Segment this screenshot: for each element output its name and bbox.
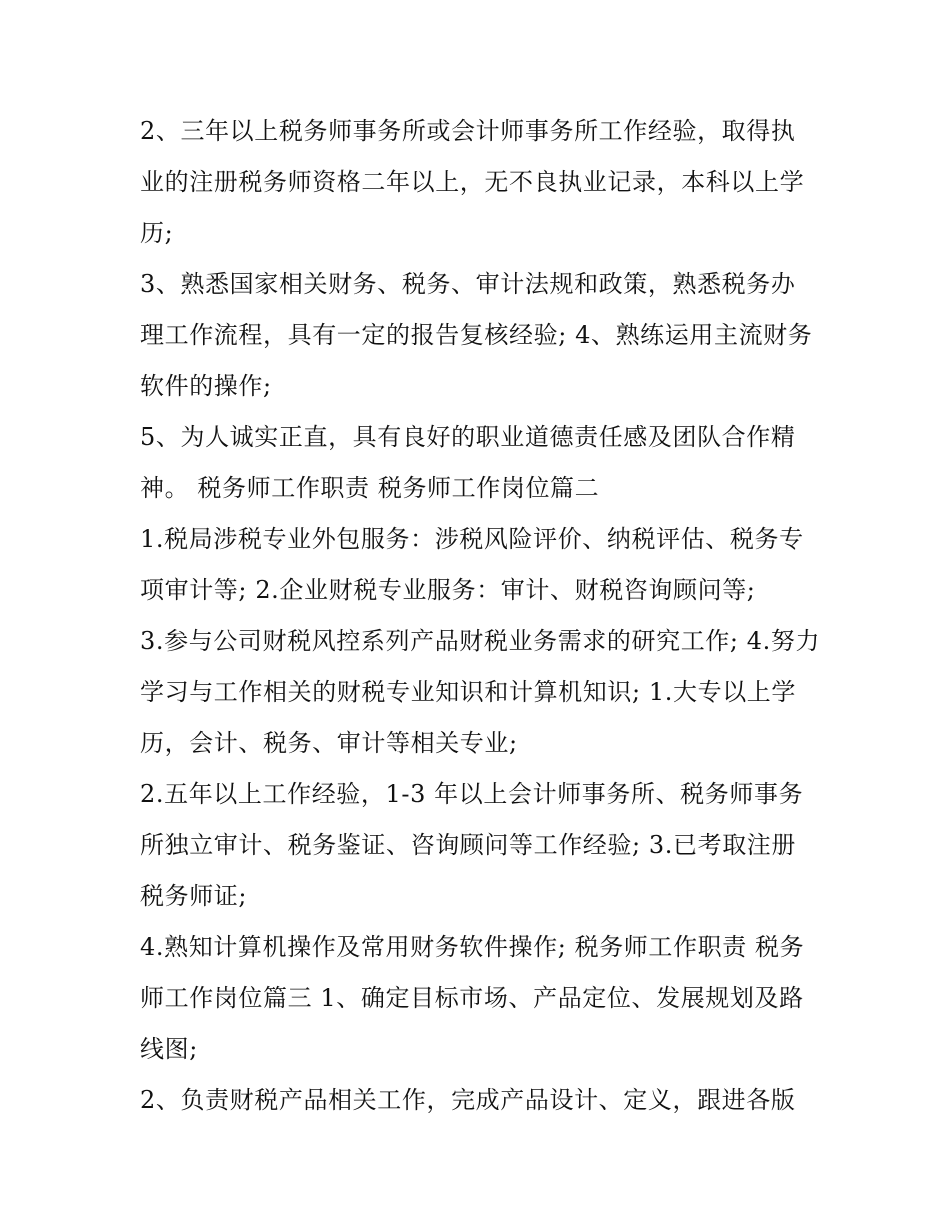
text-line: 2、三年以上税务师事务所或会计师事务所工作经验，取得执: [140, 117, 796, 145]
text-line: 软件的操作;: [140, 372, 272, 400]
text-line: 线图;: [140, 1035, 198, 1063]
paragraph-duty-1-2: [140, 514, 830, 616]
paragraph-requirement-5: [140, 412, 830, 514]
text-line: 4.熟知计算机操作及常用财务软件操作; 税务师工作职责 税务: [140, 933, 805, 961]
text-line: 历，会计、税务、审计等相关专业;: [140, 729, 518, 757]
document-body: [140, 106, 830, 1126]
text-line: 神。 税务师工作职责 税务师工作岗位篇二: [140, 474, 600, 502]
text-line: 2.五年以上工作经验，1-3 年以上会计师事务所、税务师事务: [140, 780, 804, 808]
text-line: 3、熟悉国家相关财务、税务、审计法规和政策，熟悉税务办: [140, 270, 796, 298]
text-line: 1.税局涉税专业外包服务：涉税风险评价、纳税评估、税务专: [140, 525, 804, 553]
paragraph-qualification-2-3: [140, 769, 830, 922]
text-line: 师工作岗位篇三 1、确定目标市场、产品定位、发展规划及路: [140, 984, 804, 1012]
paragraph-qualification-4: [140, 922, 830, 1075]
paragraph-requirement-3-4: [140, 259, 830, 412]
text-line: 学习与工作相关的财税专业知识和计算机知识; 1.大专以上学: [140, 678, 797, 706]
text-line: 业的注册税务师资格二年以上，无不良执业记录，本科以上学: [140, 168, 805, 196]
text-line: 理工作流程，具有一定的报告复核经验; 4、熟练运用主流财务: [140, 321, 813, 349]
text-line: 历;: [140, 219, 174, 247]
text-line: 3.参与公司财税风控系列产品财税业务需求的研究工作; 4.努力: [140, 627, 821, 655]
text-line: 所独立审计、税务鉴证、咨询顾问等工作经验; 3.已考取注册: [140, 831, 797, 859]
text-line: 2、负责财税产品相关工作，完成产品设计、定义，跟进各版: [140, 1086, 796, 1114]
paragraph-requirement-2: [140, 106, 830, 259]
text-line: 5、为人诚实正直，具有良好的职业道德责任感及团队合作精: [140, 423, 796, 451]
text-line: 税务师证;: [140, 882, 248, 910]
text-line: 项审计等; 2.企业财税专业服务：审计、财税咨询顾问等;: [140, 576, 756, 604]
paragraph-duty-3-4: [140, 616, 830, 769]
paragraph-duty-product-2: [140, 1075, 830, 1126]
